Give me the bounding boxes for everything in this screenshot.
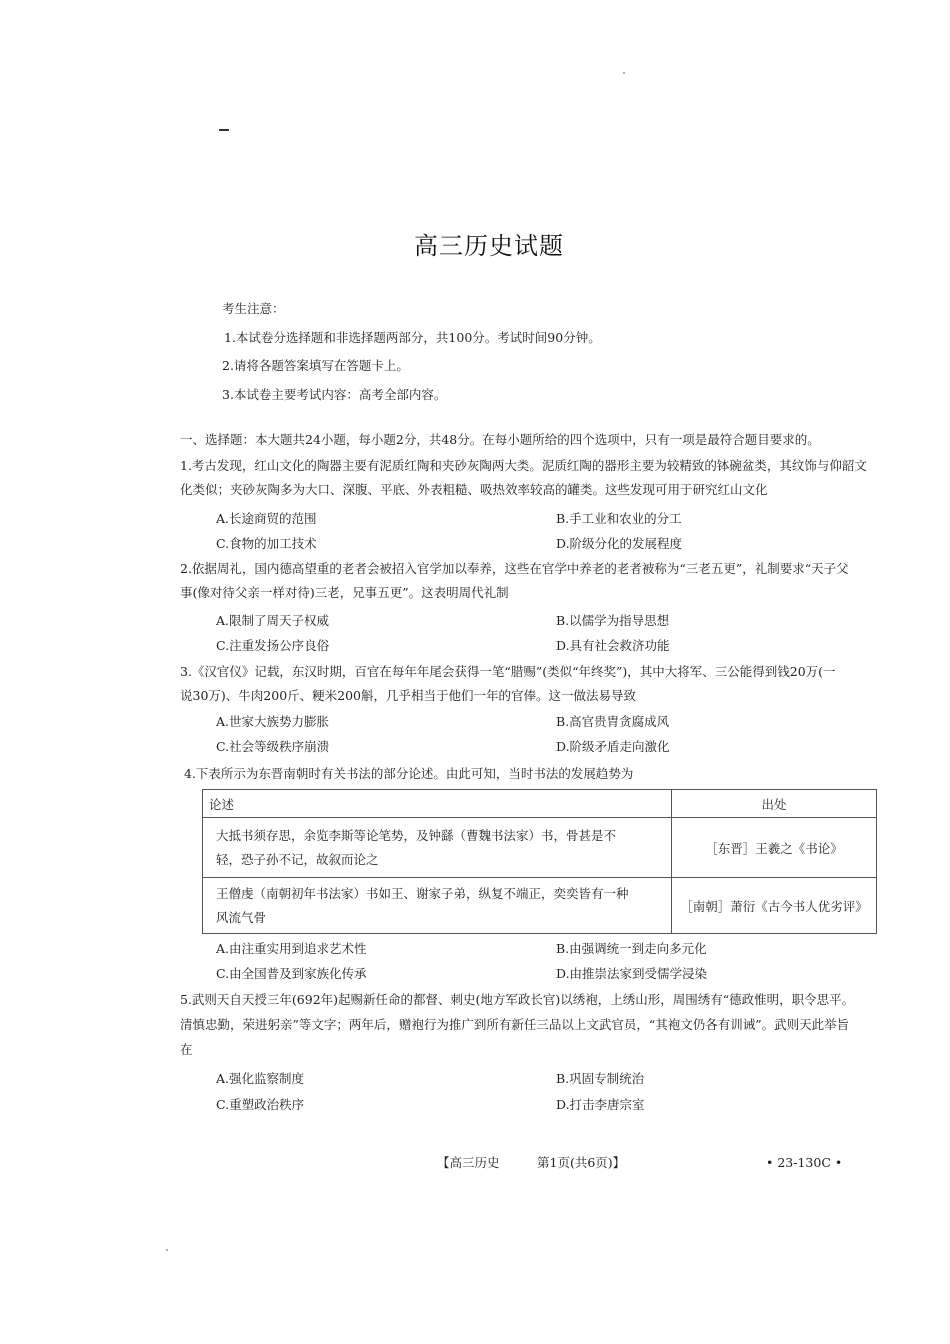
q4-option-d: D.由推崇法家到受儒学浸染: [556, 966, 708, 981]
page-title: 高三历史试题: [414, 232, 564, 260]
q5-option-b: B.巩固专制统治: [556, 1071, 645, 1086]
q1-option-a: A.长途商贸的范围: [216, 511, 317, 526]
table-cell-statement: 王僧虔（南朝初年书法家）书如王、谢家子弟，纵复不端正，奕奕皆有一种风流气骨: [216, 885, 629, 925]
q3-stem-line-1: 3.《汉官仪》记载，东汉时期，百官在每年年尾会获得一笔“腊赐”(类似“年终奖”)，其中大将军、三公能得到钱20万(一: [180, 664, 836, 679]
q3-option-a: A.世家大族势力膨胀: [216, 714, 330, 729]
footer-exam-code: • 23-130C •: [766, 1155, 843, 1170]
table-header-statement: 论述: [203, 790, 672, 818]
q5-option-a: A.强化监察制度: [216, 1071, 305, 1086]
calligraphy-source-table: [202, 789, 877, 934]
table-cell-source: ［南朝］萧衍《古今书人优劣评》: [672, 878, 877, 934]
q2-stem-line-1: 2.依据周礼，国内德高望重的老者会被招入官学加以奉养，这些在官学中养老的老者被称为“三老五更”，礼制要求“天子父: [180, 561, 849, 576]
scan-dot-top: [623, 72, 625, 74]
q1-option-d: D.阶级分化的发展程度: [556, 536, 683, 551]
q2-option-a: A.限制了周天子权威: [216, 613, 330, 628]
q5-stem-line-3: 在: [180, 1042, 193, 1057]
q2-option-d: D.具有社会救济功能: [556, 638, 670, 653]
q3-option-c: C.社会等级秩序崩溃: [216, 739, 330, 754]
q1-option-c: C.食物的加工技术: [216, 536, 317, 551]
q3-stem-line-2: 说30万)、牛肉200斤、粳米200斛，几乎相当于他们一年的官俸。这一做法易导致: [180, 688, 637, 703]
footer-page-number: 第1页(共6页)】: [537, 1155, 626, 1170]
notice-item-1: 1.本试卷分选择题和非选择题两部分，共100分。考试时间90分钟。: [224, 330, 601, 345]
table-row: [203, 878, 877, 934]
section-heading: 一、选择题：本大题共24小题，每小题2分，共48分。在每小题所给的四个选项中，只有一项是最符合题目要求的。: [180, 432, 820, 447]
table-cell-statement: 大抵书须存思，余览李斯等论笔势，及钟繇（曹魏书法家）书，骨甚是不轻，恐子孙不记，故叙而论之: [216, 827, 617, 867]
q2-option-c: C.注重发扬公序良俗: [216, 638, 330, 653]
q4-option-c: C.由全国普及到家族化传承: [216, 966, 367, 981]
notice-item-2: 2.请将各题答案填写在答题卡上。: [222, 358, 409, 373]
q5-stem-line-1: 5.武则天自天授三年(692年)起赐新任命的都督、刺史(地方军政长官)以绣袍，上绣山形，周围绣有“德政惟明，职令思平。: [180, 992, 855, 1007]
notice-item-3: 3.本试卷主要考试内容：高考全部内容。: [222, 387, 447, 402]
q2-stem-line-2: 事(像对待父亲一样对待)三老，兄事五更”。这表明周代礼制: [180, 585, 509, 600]
q4-stem: 4.下表所示为东晋南朝时有关书法的部分论述。由此可知，当时书法的发展趋势为: [184, 766, 634, 781]
q3-option-d: D.阶级矛盾走向激化: [556, 739, 670, 754]
table-row: [203, 818, 877, 878]
q5-option-d: D.打击李唐宗室: [556, 1097, 645, 1112]
q4-option-a: A.由注重实用到追求艺术性: [216, 941, 367, 956]
q1-stem-line-1: 1.考古发现，红山文化的陶器主要有泥质红陶和夹砂灰陶两大类。泥质红陶的器形主要为较精致的钵碗盆类，其纹饰与仰韶文: [180, 458, 867, 473]
table-cell-source: ［东晋］王羲之《书论》: [672, 818, 877, 878]
q5-option-c: C.重塑政治秩序: [216, 1097, 305, 1112]
scan-dot-bottom: [166, 1249, 168, 1251]
q2-option-b: B.以儒学为指导思想: [556, 613, 670, 628]
q4-option-b: B.由强调统一到走向多元化: [556, 941, 707, 956]
table-header-source: 出处: [672, 790, 877, 818]
q1-stem-line-2: 化类似；夹砂灰陶多为大口、深腹、平底、外表粗糙、吸热效率较高的罐类。这些发现可用于研究红山文化: [180, 482, 768, 497]
q1-option-b: B.手工业和农业的分工: [556, 511, 682, 526]
footer-subject: 【高三历史: [437, 1155, 500, 1170]
q3-option-b: B.高官贵胄贪腐成风: [556, 714, 670, 729]
notice-heading: 考生注意：: [222, 301, 285, 316]
q5-stem-line-2: 清慎忠勤，荣进躬亲”等文字；两年后，赠袍行为推广到所有新任三品以上文武官员，“其袍文仍各有训诫”。武则天此举旨: [180, 1017, 850, 1032]
corner-dash-mark: [219, 129, 229, 131]
